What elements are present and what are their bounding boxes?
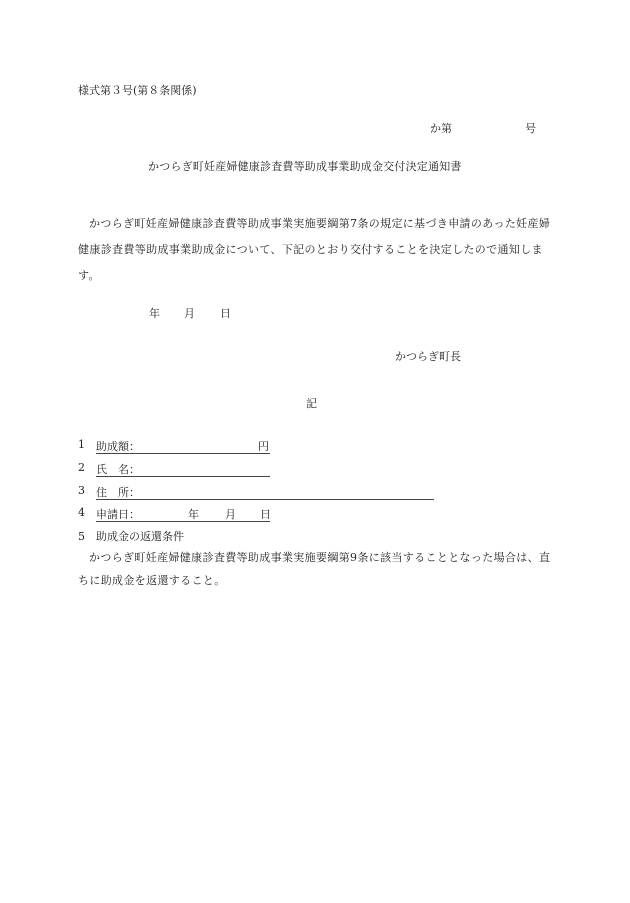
application-date-field — [96, 506, 270, 522]
yen-label: 円 — [258, 440, 269, 453]
name-field — [96, 461, 270, 477]
item-number: 4 — [78, 506, 85, 519]
item-number: 3 — [78, 484, 85, 497]
app-month-label: 月 — [225, 508, 236, 521]
date-month-label: 月 — [184, 307, 195, 320]
subsidy-amount-field — [96, 438, 270, 454]
item-number: 2 — [78, 461, 85, 474]
body-paragraph: かつらぎ町妊産婦健康診査費等助成事業実施要綱第7条の規定に基づき申請のあった妊産婦健康診査費等助成事業助成金について、下記のとおり交付することを決定したので通知します。 — [78, 217, 551, 282]
return-condition-text: かつらぎ町妊産婦健康診査費等助成事業実施要綱第9条に該当することとなった場合は、直ちに助成金を返還すること。 — [78, 551, 551, 587]
ki-heading: 記 — [306, 397, 317, 410]
address-field — [96, 484, 434, 500]
issuer-name: かつらぎ町長 — [395, 350, 461, 363]
app-day-label: 日 — [260, 508, 271, 521]
date-day-label: 日 — [220, 307, 231, 320]
date-year-label: 年 — [149, 307, 160, 320]
item-label: 助成額： — [96, 440, 140, 453]
document-title: かつらぎ町妊産婦健康診査費等助成事業助成金交付決定通知書 — [148, 160, 462, 173]
form-number: 様式第３号(第８条関係) — [78, 84, 197, 97]
reference-suffix: 号 — [525, 122, 536, 135]
reference-prefix: か第 — [430, 122, 452, 135]
app-year-label: 年 — [188, 508, 199, 521]
return-condition-heading: 5 助成金の返還条件 — [78, 530, 184, 543]
item-number: 1 — [78, 438, 85, 451]
item-label: 氏 名： — [96, 463, 140, 476]
item-label: 申請日： — [96, 508, 140, 521]
item-label: 住 所： — [96, 486, 140, 499]
